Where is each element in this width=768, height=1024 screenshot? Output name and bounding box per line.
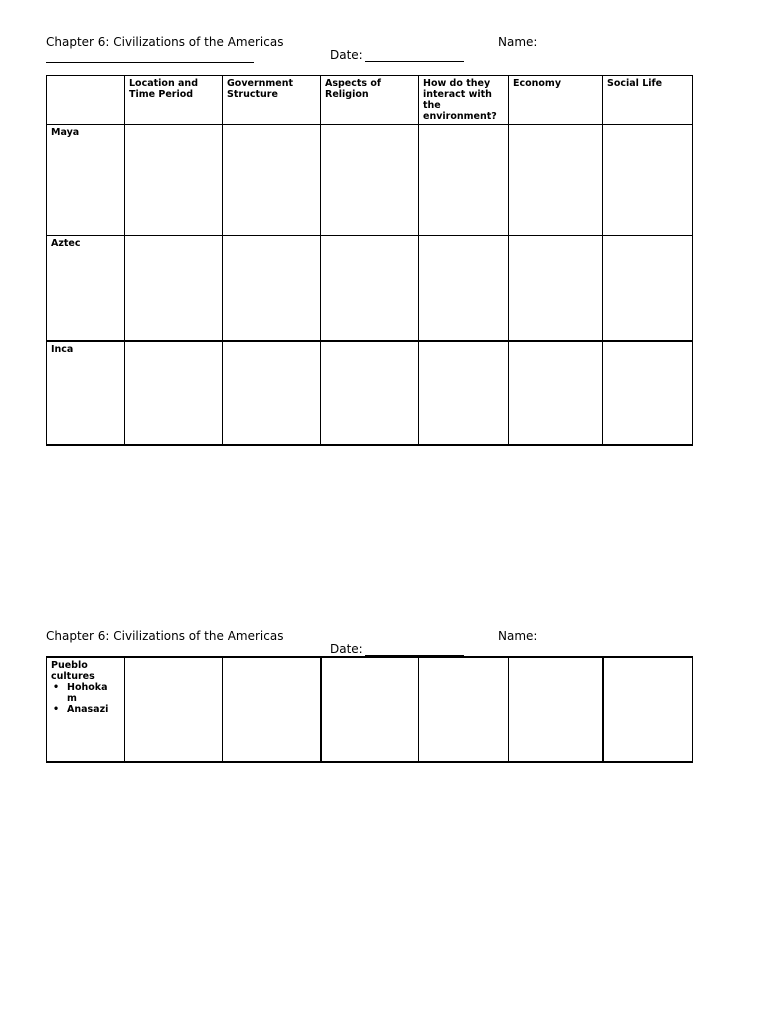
sheet1-name-line [46,62,254,63]
answer-cell[interactable] [509,341,603,445]
answer-cell[interactable] [223,341,321,445]
answer-cell[interactable] [419,236,509,341]
pueblo-label: Pueblo cultures [51,660,95,682]
answer-cell[interactable] [321,125,419,236]
header-social-life: Social Life [603,76,693,125]
list-item-anasazi: • Anasazi [67,704,120,715]
answer-cell[interactable] [603,657,693,762]
sheet1-header-row [47,76,693,125]
header-economy: Economy [509,76,603,125]
list-item-hohokam: • Hohokam [67,682,111,704]
table-row-pueblo [47,657,693,762]
sheet1-date-label: Date: [330,48,363,62]
answer-cell[interactable] [321,657,419,762]
answer-cell[interactable] [125,125,223,236]
header-religion: Aspects of Religion [321,76,419,125]
answer-cell[interactable] [419,657,509,762]
row-label-maya: Maya [47,125,125,236]
table-row-maya [47,125,693,236]
pueblo-sublist [51,682,120,715]
answer-cell[interactable] [509,657,603,762]
answer-cell[interactable] [419,341,509,445]
answer-cell[interactable] [223,236,321,341]
answer-cell[interactable] [509,236,603,341]
answer-cell[interactable] [603,341,693,445]
sheet1-date-line [365,61,464,62]
sheet1-table [46,75,693,446]
row-label-aztec: Aztec [47,236,125,341]
table-row-inca [47,341,693,445]
answer-cell[interactable] [419,125,509,236]
header-location: Location and Time Period [125,76,223,125]
answer-cell[interactable] [125,657,223,762]
sheet1-name-label: Name: [498,35,538,49]
answer-cell[interactable] [603,125,693,236]
sheet2-date-label: Date: [330,642,363,656]
answer-cell[interactable] [125,341,223,445]
answer-cell[interactable] [125,236,223,341]
answer-cell[interactable] [321,236,419,341]
answer-cell[interactable] [223,657,321,762]
sheet2-title: Chapter 6: Civilizations of the Americas [46,629,284,643]
header-cell-blank [47,76,125,125]
row-label-inca: Inca [47,341,125,445]
row-label-pueblo [47,657,125,762]
sheet2-name-label: Name: [498,629,538,643]
table-row-aztec [47,236,693,341]
answer-cell[interactable] [223,125,321,236]
answer-cell[interactable] [321,341,419,445]
sheet1-title: Chapter 6: Civilizations of the Americas [46,35,284,49]
answer-cell[interactable] [509,125,603,236]
answer-cell[interactable] [603,236,693,341]
header-government: Government Structure [223,76,321,125]
header-environment: How do they interact with the environment? [419,76,509,125]
sheet2-table [46,656,693,763]
